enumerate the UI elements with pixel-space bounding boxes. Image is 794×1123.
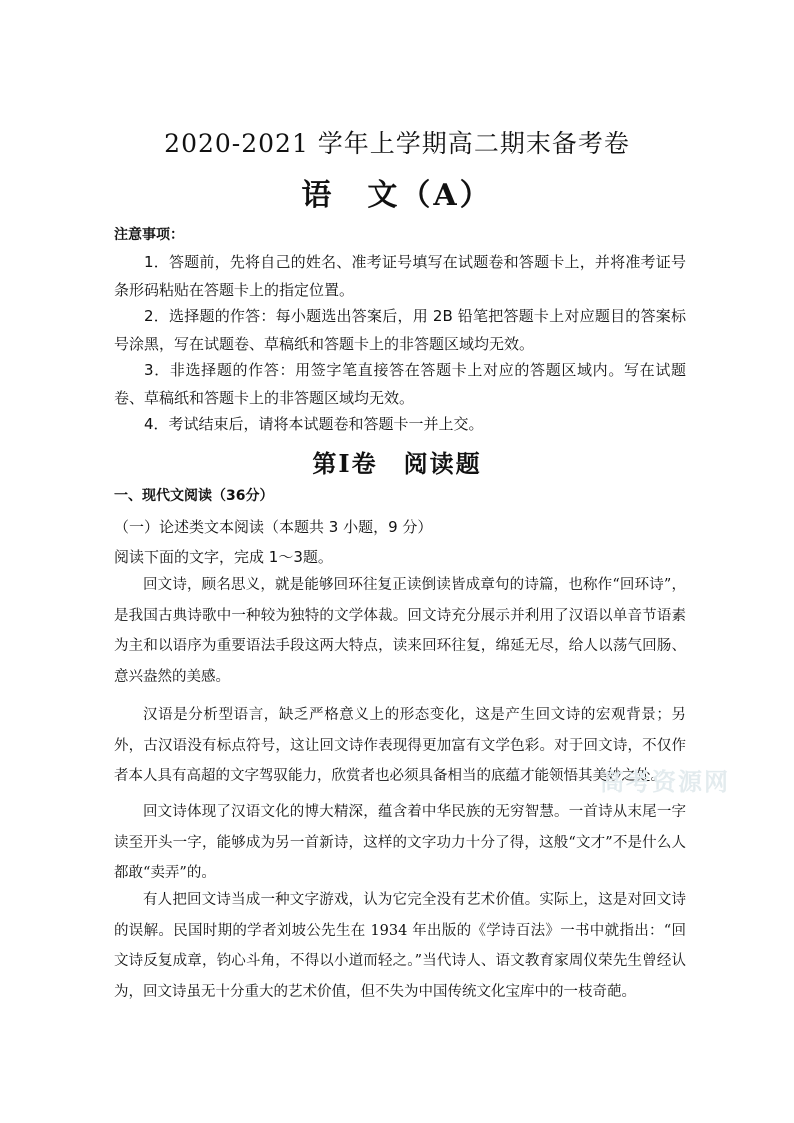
passage-paragraph-2: 汉语是分析型语言，缺乏严格意义上的形态变化，这是产生回文诗的宏观背景；另外，古汉语没有标点符号，这让回文诗作表现得更加富有文学色彩。对于回文诗，不仅作者本人具有高超的文字驾驭能力，欣赏者也必须具备相当的底蕴才能领悟其美妙之处。 [114,707,686,784]
notice-item-1: 1．答题前，先将自己的姓名、准考证号填写在试题卷和答题卡上，并将准考证号条形码粘贴在答题卡上的指定位置。 [114,253,686,299]
passage-paragraph-4: 有人把回文诗当成一种文字游戏，认为它完全没有艺术价值。实际上，这是对回文诗的误解。民国时期的学者刘坡公先生在 1934 年出版的《学诗百法》一书中就指出：“回文诗反复成章，钧心斗角，不得以小道而轻之。”当代诗人、语文教育家周仪荣先生曾经认为，回文诗虽无十分重大的艺术价值，但不失为中国传统文化宝库中的一枝奇葩。 [114,892,686,1000]
section-title: 第Ⅰ卷 阅读题 [312,449,482,478]
sub-heading: （一）论述类文本阅读（本题共 3 小题，9 分） [114,518,433,536]
reading-instruction: 阅读下面的文字，完成 1～3题。 [114,548,333,566]
passage-paragraph-1: 回文诗，顾名思义，就是能够回环往复正读倒读皆成章句的诗篇，也称作“回环诗”，是我国古典诗歌中一种较为独特的文学体裁。回文诗充分展示并利用了汉语以单音节语素为主和以语序为重要语法手段这两大特点，读来回环往复，绵延无尽，给人以荡气回肠、意兴盎然的美感。 [114,577,686,685]
part-heading: 一、现代文阅读（36分） [114,488,274,504]
subject-title: 语 文（A） [301,178,493,213]
notice-item-2: 2．选择题的作答：每小题选出答案后，用 2B 铅笔把答题卡上对应题目的答案标号涂黑，写在试题卷、草稿纸和答题卡上的非答题区域均无效。 [114,307,686,353]
exam-title: 2020-2021 学年上学期高二期末备考卷 [164,129,630,158]
passage-paragraph-3: 回文诗体现了汉语文化的博大精深，蕴含着中华民族的无穷智慧。一首诗从末尾一字读至开头一字，能够成为另一首新诗，这样的文字功力十分了得，这般“文才”不是什么人都敢“卖弄”的。 [114,804,686,881]
notice-item-3: 3．非选择题的作答：用签字笔直接答在答题卡上对应的答题区域内。写在试题卷、草稿纸和答题卡上的非答题区域均无效。 [114,361,686,407]
notice-heading: 注意事项： [114,227,184,243]
watermark: 高考资源网 [600,768,730,796]
notice-item-4: 4．考试结束后，请将本试题卷和答题卡一并上交。 [144,415,484,433]
